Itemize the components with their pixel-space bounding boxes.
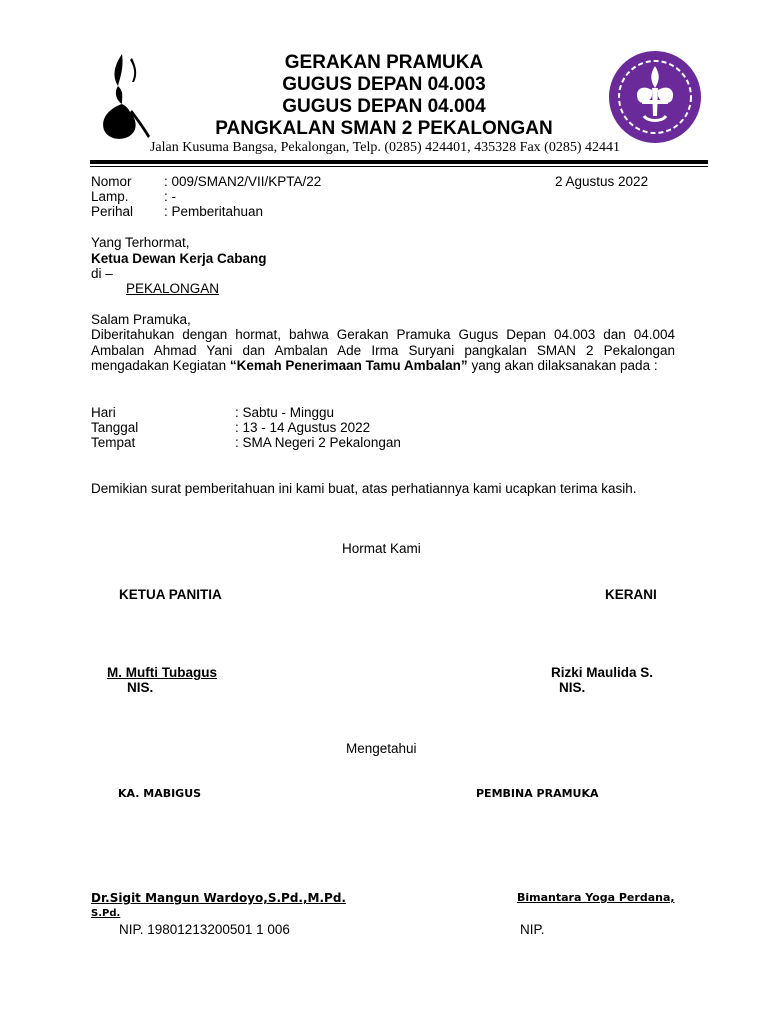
detail-value: : 13 - 14 Agustus 2022 [235,420,371,435]
ketua-panitia-title: KETUA PANITIA [119,587,222,602]
mabigus-nip: NIP. 19801213200501 1 006 [119,922,290,937]
perihal-label: Perihal [91,204,134,219]
closing-sentence: Demikian surat pemberitahuan ini kami buat, atas perhatiannya kami ucapkan terima kasih. [91,481,637,496]
perihal-value: : Pemberitahuan [164,204,264,219]
unit-title-1: GUGUS DEPAN 04.003 [282,74,486,95]
nomor-value: : 009/SMAN2/VII/KPTA/22 [164,174,322,189]
header-divider-thin [90,166,708,167]
body-paragraph [91,327,675,374]
detail-label: Tempat [91,435,136,450]
pembina-title: PEMBINA PRAMUKA [476,787,599,800]
lamp-label: Lamp. [91,189,129,204]
header-divider [90,160,708,164]
mabigus-name-cont: S.Pd. [91,908,121,919]
body-text-end: yang akan dilaksanakan pada : [467,358,658,373]
recipient-city: PEKALONGAN [126,281,220,296]
address-line: Jalan Kusuma Bangsa, Pekalongan, Telp. (0285) 424401, 435328 Fax (0285) 42441 [149,140,621,155]
unit-title-2: GUGUS DEPAN 04.004 [282,96,486,117]
letter-date: 2 Agustus 2022 [555,174,649,189]
ketua-panitia-name: M. Mufti Tubagus [107,665,217,680]
pembina-nip: NIP. [520,922,545,937]
salutation: Yang Terhormat, [91,235,190,250]
mabigus-name: Dr.Sigit Mangun Wardoyo,S.Pd.,M.Pd. [91,891,346,905]
detail-label: Hari [91,405,116,420]
nomor-label: Nomor [91,174,132,189]
event-name: “Kemah Penerimaan Tamu Ambalan” [229,358,468,373]
detail-value: : SMA Negeri 2 Pekalongan [235,435,401,450]
detail-label: Tanggal [91,420,139,435]
pembina-name: Bimantara Yoga Perdana, [517,891,675,904]
kerani-title: KERANI [605,587,657,602]
body-text-start: Diberitahukan dengan hormat, bahwa Gerakan Pramuka Gugus Depan 04.003 dan 04.004 Ambalan Ahmad Yani dan Ambalan Ade Irma Suryani pangkalan SMAN 2 Pekalongan mengadakan Kegiatan [91,327,675,373]
kerani-name: Rizki Maulida S. [551,665,654,680]
mengetahui: Mengetahui [346,741,417,756]
lamp-value: : - [164,189,176,204]
org-title: GERAKAN PRAMUKA [284,52,484,73]
mabigus-title: KA. MABIGUS [118,787,202,800]
kerani-nis: NIS. [559,680,586,695]
base-title: PANGKALAN SMAN 2 PEKALONGAN [215,118,553,139]
recipient-name: Ketua Dewan Kerja Cabang [91,251,267,266]
greeting: Salam Pramuka, [91,312,191,327]
recipient-di: di – [91,266,113,281]
ketua-panitia-nis: NIS. [127,680,154,695]
detail-value: : Sabtu - Minggu [235,405,335,420]
hormat-kami: Hormat Kami [342,541,421,556]
